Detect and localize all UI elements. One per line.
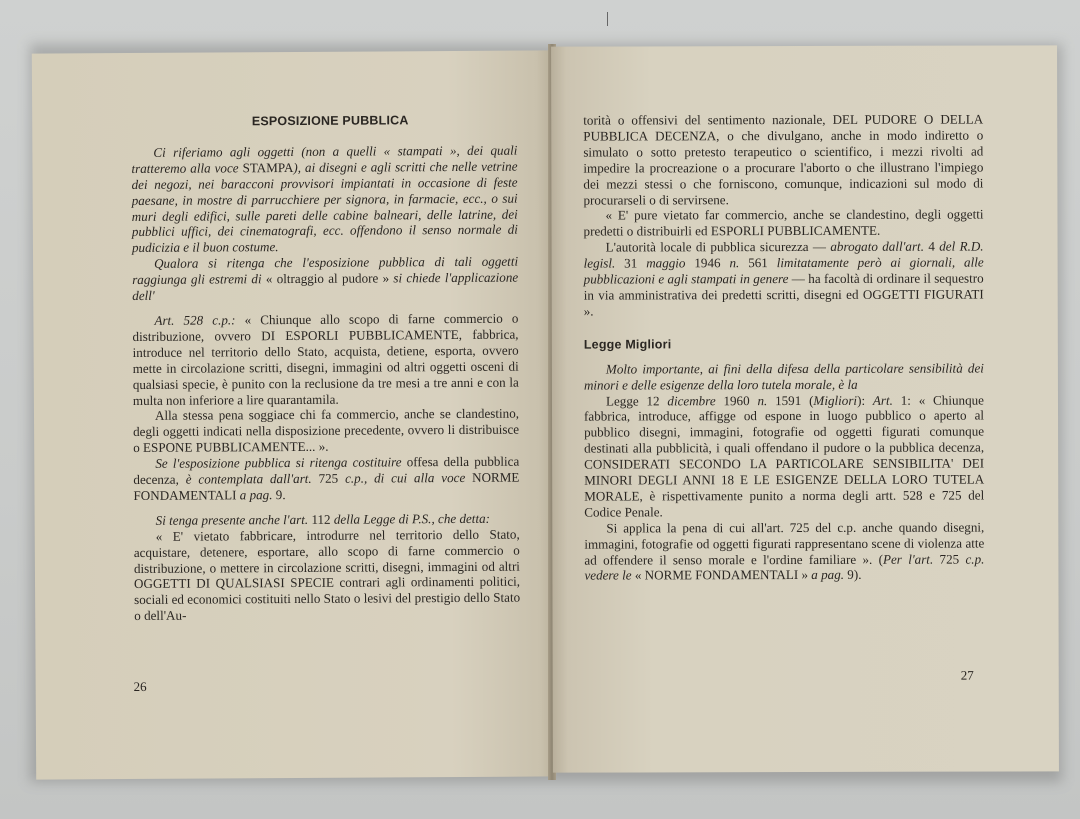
scan-mark [607,12,608,26]
page-number: 26 [133,678,147,694]
page-number: 27 [960,667,974,683]
paragraph: L'autorità locale di pubblica sicurezza — abrogato dall'art. 4 del R.D. legisl. 31 maggio 1946 n. 561 limitatamente però ai giornali, alle pubblicazioni e agli stampati in genere — ha facoltà di ordinare il sequestro in via amministrativa dei predetti scritti, disegni ed OGGETTI FIGURATI ». [583,238,984,319]
paragraph: Se l'esposizione pubblica si ritenga costituire offesa della pubblica decenza, è contemplata dall'art. 725 c.p., di cui alla voce NORME FONDAMENTALI a pag. 9. [133,453,520,503]
paragraph: Si tenga presente anche l'art. 112 della Legge di P.S., che detta: [155,510,491,528]
paragraph: torità o offensivi del sentimento nazionale, DEL PUDORE O DELLA PUBBLICA DECENZA, o che divulgano, anche in modo indiretto o simulato o sotto pretesto terapeutico o scientifico, i mezzi rivolti ad impedire la procreazione o a procurare l'aborto o che illustrano l'impiego dei mezzi stessi o che forniscono, comunque, indicazioni sul modo di procurarseli o di servirsene. [583,111,984,208]
left-page [32,50,556,779]
paragraph: Qualora si ritenga che l'esposizione pubblica di tali oggetti raggiunga gli estremi di « oltraggio al pudore » si chiede l'applicazione dell' [132,253,519,304]
left-page-text [131,111,520,625]
right-page [551,45,1059,772]
paragraph: Legge 12 dicembre 1960 n. 1591 (Migliori): Art. 1: « Chiunque fabbrica, introduce, affigge od espone in luogo pubblico o aperto al pubblico disegni, immagini, fotografie od oggetti figurati comunque destinati alla pubblicità, i quali offendano il pudore o la pubblica decenza, CONSIDERATI SECONDO LA PARTICOLARE SENSIBILITA' DEI MINORI DEGLI ANNI 18 E LE ESIGENZE DELLA LORO TUTELA MORALE, è rispettivamente punito a norma degli artt. 528 e 725 del Codice Penale. [583,392,985,520]
paragraph: Alla stessa pena soggiace chi fa commercio, anche se clandestino, degli oggetti indicati nella disposizione precedente, ovvero li distribuisce o ESPONE PUBBLICAMENTE... ». [133,406,520,456]
paragraph: Art. 528 c.p.: « Chiunque allo scopo di farne commercio o distribuzione, ovvero DI ESPORLI PUBBLICAMENTE, fabbrica, introduce nel territorio dello Stato, acquista, detiene, esporta, ovvero mette in circolazione scritti, disegni, immagini od altri oggetti osceni di qualsiasi specie, è punito con la reclusione da tre mesi a tre anni e con la multa non inferiore a lire quarantamila. [132,310,519,408]
paragraph: Ci riferiamo agli oggetti (non a quelli « stampati », dei quali tratteremo alla voce STAMPA), ai disegni e agli scritti che nelle vetrine dei negozi, nei baracconi provvisori impiantati in occasione di feste paesane, in mostre di parrucchiere per signora, in farmacie, ecc., o sui muri degli edifici, sulle pareti delle cabine balneari, delle latrine, dei pubblici uffici, dei cinematografi, ecc. offendono il senso normale di pudicizia e il buon costume. [131,142,518,256]
paragraph: « E' pure vietato far commercio, anche se clandestino, degli oggetti predetti o distribuirli ed ESPORLI PUBBLICAMENTE. [583,206,984,239]
right-page-text [583,112,984,584]
paragraph: Molto importante, ai fini della difesa della particolare sensibilità dei minori e delle esigenze della loro tutela morale, è la [583,360,984,393]
paragraph: Si applica la pena di cui all'art. 725 del c.p. anche quando disegni, immagini, fotografie od oggetti figurati rappresentano scene di violenza atte ad offendere il senso morale e l'ordine familiare ». (Per l'art. 725 c.p. vedere le « NORME FONDAMENTALI » a pag. 9). [584,519,985,584]
page-title: ESPOSIZIONE PUBBLICA [251,113,409,129]
paragraph: « E' vietato fabbricare, introdurre nel territorio dello Stato, acquistare, detenere, esportare, allo scopo di farne commercio o distribuzione, o mettere in circolazione scritti, disegni, immagini od altri OGGETTI DI QUALSIASI SPECIE contrari agli ordinamenti politici, sociali ed economici costituiti nello Stato o lesivi del prestigio dello Stato o dell'Au- [133,526,521,624]
section-heading: Legge Migliori [583,337,672,352]
